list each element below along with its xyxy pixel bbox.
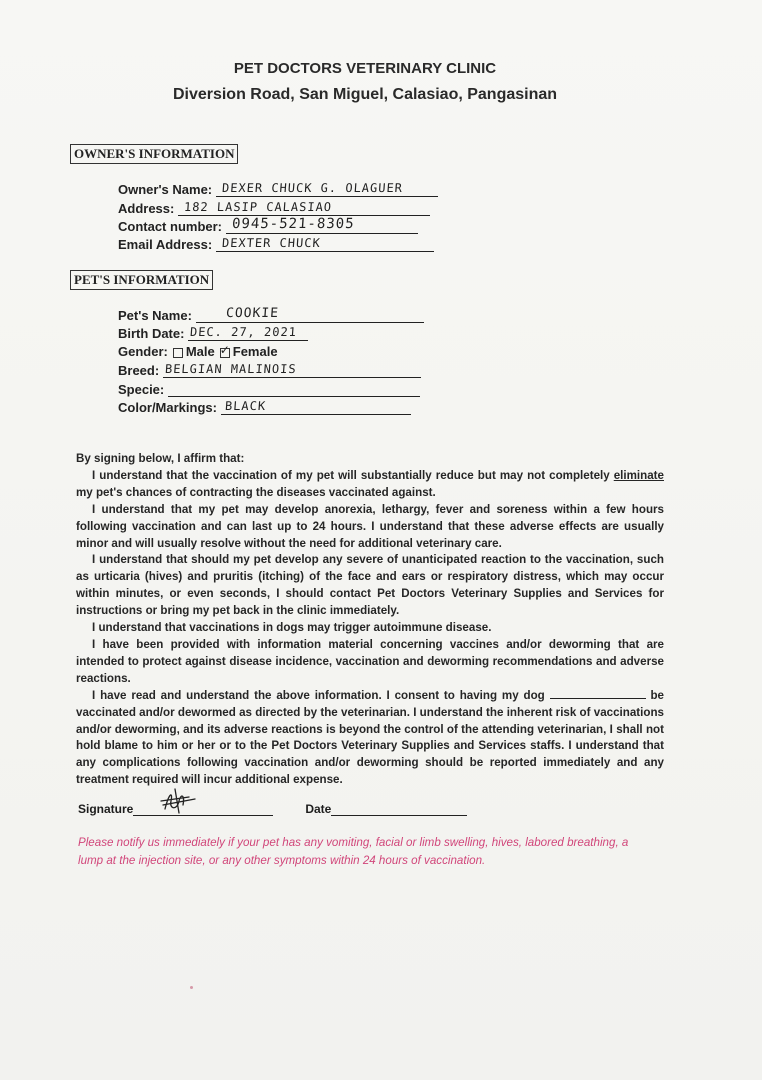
female-label: Female [232, 344, 278, 359]
pet-birth-field[interactable] [188, 324, 308, 341]
affirmation-p6 [76, 688, 664, 789]
pet-section-title: PET'S INFORMATION [70, 270, 213, 290]
owner-email-row [118, 235, 434, 252]
affirmation-p2: I understand that my pet may develop anorexia, lethargy, fever and soreness within a few hours following vaccination and can last up to 24 hours. I understand that these adverse effects are usually minor and will usually resolve without the need for additional veterinary care. [76, 502, 664, 550]
pet-breed-row [118, 361, 421, 378]
pet-color-field[interactable] [221, 398, 411, 415]
pet-breed-field[interactable] [163, 361, 421, 378]
owner-email-field[interactable] [216, 235, 434, 252]
pet-name-value: COOKIE [225, 306, 280, 321]
affirmation-p4: I understand that vaccinations in dogs may trigger autoimmune disease. [92, 621, 492, 635]
clinic-address: Diversion Road, San Miguel, Calasiao, Pangasinan [172, 86, 558, 103]
owner-address-row [118, 199, 430, 216]
pet-breed-value: BELGIAN MALINOIS [164, 362, 298, 376]
owner-email-label: Email Address: [118, 237, 213, 252]
affirmation-p1 [76, 468, 664, 502]
male-checkbox[interactable] [173, 348, 183, 358]
signature-field[interactable] [133, 803, 273, 816]
female-checkbox[interactable] [220, 348, 230, 358]
signature-row [78, 802, 467, 816]
handwritten-signature [155, 787, 215, 817]
pet-color-value: BLACK [224, 399, 267, 413]
pet-birth-row [118, 324, 308, 341]
affirmation-p6-a: I have read and understand the above information. I consent to having my dog [92, 688, 550, 702]
clinic-name: PET DOCTORS VETERINARY CLINIC [233, 60, 497, 77]
affirmation-p3: I understand that should my pet develop any severe of unanticipated reaction to the vaccination, such as urticaria (hives) and pruritis (itching) of the face and ears or respiratory distress, which may occur within minutes, or even seconds, I should contact Pet Doctors Veterinary Supplies and Services for instructions or bring my pet back in the clinic immediately. [76, 553, 664, 618]
owner-name-value: DEXER CHUCK G. OLAGUER [221, 181, 404, 195]
owner-address-field[interactable] [178, 199, 430, 216]
pet-color-label: Color/Markings: [118, 400, 217, 415]
pet-breed-label: Breed: [118, 363, 160, 378]
affirmation-p1-underlined: eliminate [613, 468, 664, 482]
pet-birth-label: Birth Date: [118, 326, 185, 341]
owner-contact-value: 0945-521-8305 [231, 216, 356, 232]
male-label: Male [185, 344, 215, 359]
pet-specie-row [118, 380, 420, 397]
owner-name-label: Owner's Name: [118, 182, 213, 197]
date-label: Date [305, 802, 332, 816]
pet-color-row [118, 398, 411, 415]
owner-name-row [118, 180, 438, 197]
owner-address-label: Address: [118, 201, 175, 216]
affirmation-text [76, 451, 664, 789]
pet-gender-label: Gender: [118, 344, 168, 359]
notice-text: Please notify us immediately if your pet has any vomiting, facial or limb swelling, hives, labored breathing, a lump at the injection site, or any other symptoms within 24 hours of vaccination. [78, 836, 629, 867]
owner-address-value: 182 LASIP CALASIAO [183, 200, 333, 214]
affirmation-p5: I have been provided with information material concerning vaccines and/or deworming that are intended to protect against disease incidence, vaccination and deworming recommendations and adverse reactions. [76, 637, 664, 685]
owner-contact-label: Contact number: [118, 219, 222, 234]
pet-name-label: Pet's Name: [118, 308, 192, 323]
owner-section-title: OWNER'S INFORMATION [70, 144, 238, 164]
pet-birth-value: DEC. 27, 2021 [189, 325, 298, 339]
paper-mark [190, 986, 193, 989]
pet-gender-row [118, 344, 278, 359]
owner-email-value: DEXTER CHUCK [221, 236, 322, 250]
pet-name-field[interactable] [196, 306, 424, 323]
dog-name-blank[interactable] [550, 688, 646, 699]
affirmation-p1-b: my pet's chances of contracting the diseases vaccinated against. [76, 485, 436, 499]
pet-name-row [118, 306, 424, 323]
pet-specie-label: Specie: [118, 382, 165, 397]
affirmation-p6-b: be vaccinated and/or dewormed as directed by the veterinarian. I understand the inherent risk of vaccinations and/or deworming, and its adverse reactions is beyond the control of the attending veterinarian, I shall not hold blame to him or her or to the Pet Doctors Veterinary Supplies and Services staffs. I understand that any complications following vaccination and/or deworming should be reported immediately and any treatment required will incur additional expense. [76, 688, 664, 787]
affirmation-p1-a: I understand that the vaccination of my pet will substantially reduce but may not completely [92, 468, 614, 482]
date-field[interactable] [331, 803, 467, 816]
owner-contact-field[interactable] [226, 217, 418, 234]
pet-specie-field[interactable] [168, 380, 420, 397]
owner-name-field[interactable] [216, 180, 438, 197]
signature-label: Signature [78, 802, 134, 816]
owner-contact-row [118, 217, 418, 234]
affirmation-lead: By signing below, I affirm that: [76, 452, 245, 465]
